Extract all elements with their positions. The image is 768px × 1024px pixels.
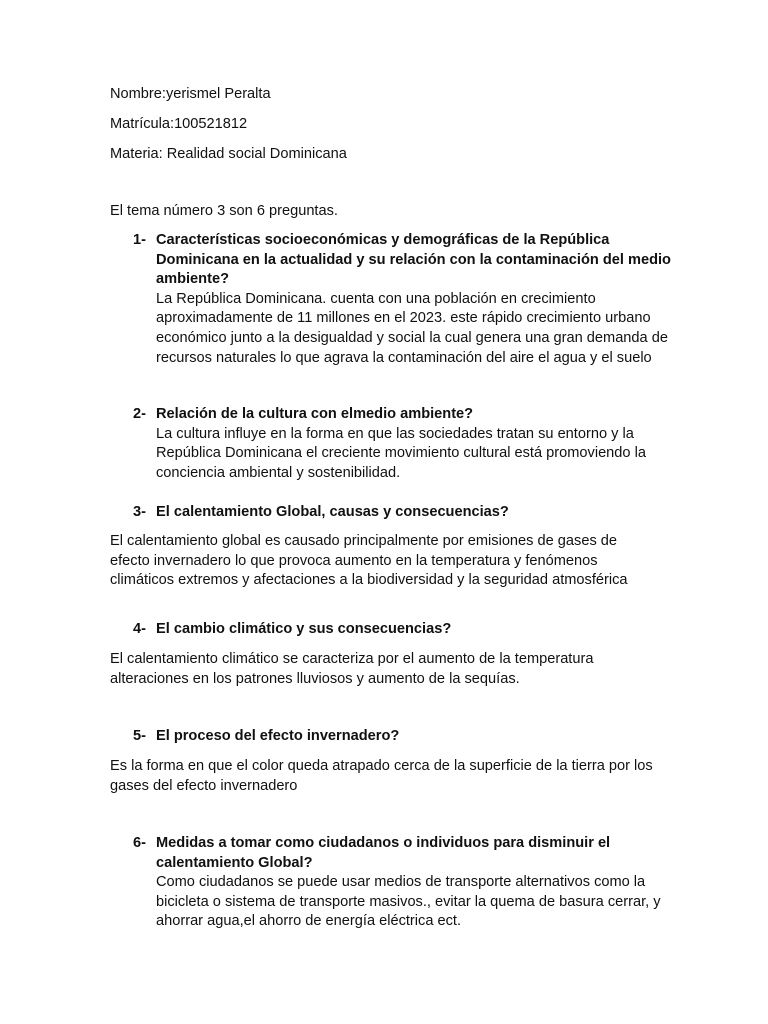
question-title: Características socioeconómicas y demográficas de la República Dominicana en la actualidad y su relación con la contaminación del medio ambiente? [156, 232, 671, 288]
question-title: Medidas a tomar como ciudadanos o individuos para disminuir el calentamiento Global? [156, 835, 611, 871]
answer-3: El calentamiento global es causado principalmente por emisiones de gases de efecto invernadero lo que provoca aumento en la temperatura y fenómenos climáticos extremos y afectaciones a la biodiversidad y la seguridad atmosférica [110, 533, 628, 589]
question-5 [133, 727, 673, 747]
question-number: 3- [133, 504, 146, 520]
question-answer: Como ciudadanos se puede usar medios de transporte alternativos como la bicicleta o sistema de transporte masivos., evitar la quema de basura cerrar, y ahorrar agua,el ahorro de energía eléctrica ect. [156, 874, 661, 930]
question-title: El cambio climático y sus consecuencias? [156, 621, 452, 637]
question-6 [133, 834, 673, 932]
question-answer: La cultura influye en la forma en que las sociedades tratan su entorno y la República Dominicana el creciente movimiento cultural está promoviendo la conciencia ambiental y sostenibilidad. [156, 425, 646, 481]
student-name: Nombre:yerismel Peralta [110, 86, 271, 102]
subject: Materia: Realidad social Dominicana [110, 146, 347, 162]
question-number: 1- [133, 232, 146, 248]
question-title: El proceso del efecto invernadero? [156, 728, 400, 744]
question-4 [133, 620, 673, 640]
question-number: 4- [133, 621, 146, 637]
question-title: El calentamiento Global, causas y consecuencias? [156, 504, 509, 520]
question-title: Relación de la cultura con elmedio ambiente? [156, 406, 474, 422]
question-number: 6- [133, 835, 146, 851]
question-3 [133, 503, 673, 523]
student-id: Matrícula:100521812 [110, 116, 248, 132]
question-number: 2- [133, 406, 146, 422]
question-number: 5- [133, 728, 146, 744]
question-2 [133, 405, 673, 483]
answer-5: Es la forma en que el color queda atrapado cerca de la superficie de la tierra por los gases del efecto invernadero [110, 758, 653, 794]
question-1 [133, 231, 673, 368]
intro-text: El tema número 3 son 6 preguntas. [110, 203, 338, 219]
question-answer: La República Dominicana. cuenta con una población en crecimiento aproximadamente de 11 millones en el 2023. este rápido crecimiento urbano económico junto a la desigualdad y social la cual genera una gran demanda de recursos naturales lo que agrava la contaminación del aire el agua y el suelo [156, 290, 668, 366]
answer-4: El calentamiento climático se caracteriza por el aumento de la temperatura alteraciones en los patrones lluviosos y aumento de la sequías. [110, 651, 594, 687]
